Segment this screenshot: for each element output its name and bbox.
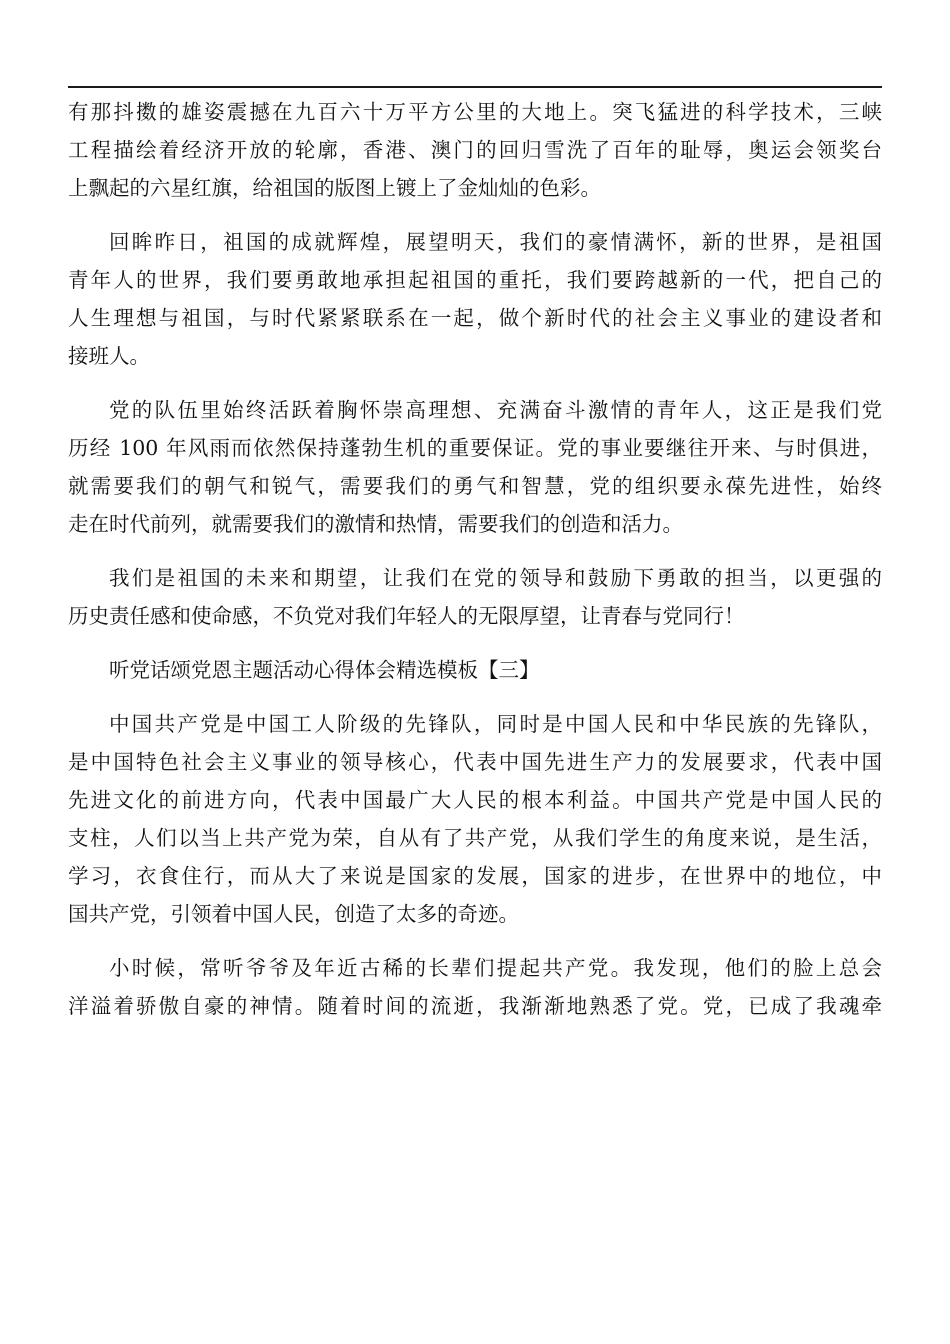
paragraph	[68, 949, 882, 1025]
text-line: 青年人的世界，我们要勇敢地承担起祖国的重托，我们要跨越新的一代，把自己的	[68, 268, 882, 292]
paragraph-spacing	[68, 375, 882, 391]
text-line: 我们是祖国的未来和期望，让我们在党的领导和鼓励下勇敢的担当，以更强的	[109, 566, 882, 590]
text-line: 学习，衣食住行，而从大了来说是国家的发展，国家的进步，在世界中的地位，中	[68, 864, 882, 888]
heading-text: 听党话颂党恩主题活动心得体会精选模板【三】	[109, 658, 540, 682]
text-line: 有那抖擞的雄姿震撼在九百六十万平方公里的大地上。突飞猛进的科学技术，三峡	[68, 100, 882, 124]
paragraph-spacing	[68, 933, 882, 949]
paragraph	[68, 705, 882, 933]
text-line: 回眸昨日，祖国的成就辉煌，展望明天，我们的豪情满怀，新的世界，是祖国	[109, 230, 882, 254]
paragraph-spacing	[68, 689, 882, 705]
text-line: 走在时代前列，就需要我们的激情和热情，需要我们的创造和活力。	[68, 512, 683, 536]
document-body	[68, 93, 882, 1025]
paragraph	[68, 223, 882, 375]
paragraph-spacing	[68, 635, 882, 651]
paragraph-spacing	[68, 543, 882, 559]
text-line: 历经 100 年风雨而依然保持蓬勃生机的重要保证。党的事业要继往开来、与时俱进，	[68, 436, 882, 460]
paragraph	[68, 559, 882, 635]
header-rule	[68, 86, 882, 88]
text-line: 支柱，人们以当上共产党为荣，自从有了共产党，从我们学生的角度来说，是生活，	[68, 826, 882, 850]
text-line: 人生理想与祖国，与时代紧紧联系在一起，做个新时代的社会主义事业的建设者和	[68, 306, 882, 330]
document-page	[68, 0, 882, 1344]
text-line: 就需要我们的朝气和锐气，需要我们的勇气和智慧，党的组织要永葆先进性，始终	[68, 474, 882, 498]
text-line: 历史责任感和使命感，不负党对我们年轻人的无限厚望，让青春与党同行！	[68, 604, 745, 628]
text-line: 工程描绘着经济开放的轮廓，香港、澳门的回归雪洗了百年的耻辱，奥运会领奖台	[68, 138, 882, 162]
text-line: 中国共产党是中国工人阶级的先锋队，同时是中国人民和中华民族的先锋队，	[109, 712, 882, 736]
text-line: 是中国特色社会主义事业的领导核心，代表中国先进生产力的发展要求，代表中国	[68, 750, 882, 774]
text-line: 洋溢着骄傲自豪的神情。随着时间的流逝，我渐渐地熟悉了党。党，已成了我魂牵	[68, 994, 882, 1018]
paragraph	[68, 93, 882, 207]
section-heading	[68, 651, 882, 689]
text-line: 党的队伍里始终活跃着胸怀崇高理想、充满奋斗激情的青年人，这正是我们党	[109, 398, 882, 422]
text-line: 接班人。	[68, 344, 150, 368]
text-line: 上飘起的六星红旗，给祖国的版图上镀上了金灿灿的色彩。	[68, 176, 601, 200]
paragraph	[68, 391, 882, 543]
text-line: 先进文化的前进方向，代表中国最广大人民的根本利益。中国共产党是中国人民的	[68, 788, 882, 812]
text-line: 小时候，常听爷爷及年近古稀的长辈们提起共产党。我发现，他们的脸上总会	[109, 956, 882, 980]
text-line: 国共产党，引领着中国人民，创造了太多的奇迹。	[68, 902, 519, 926]
paragraph-spacing	[68, 207, 882, 223]
